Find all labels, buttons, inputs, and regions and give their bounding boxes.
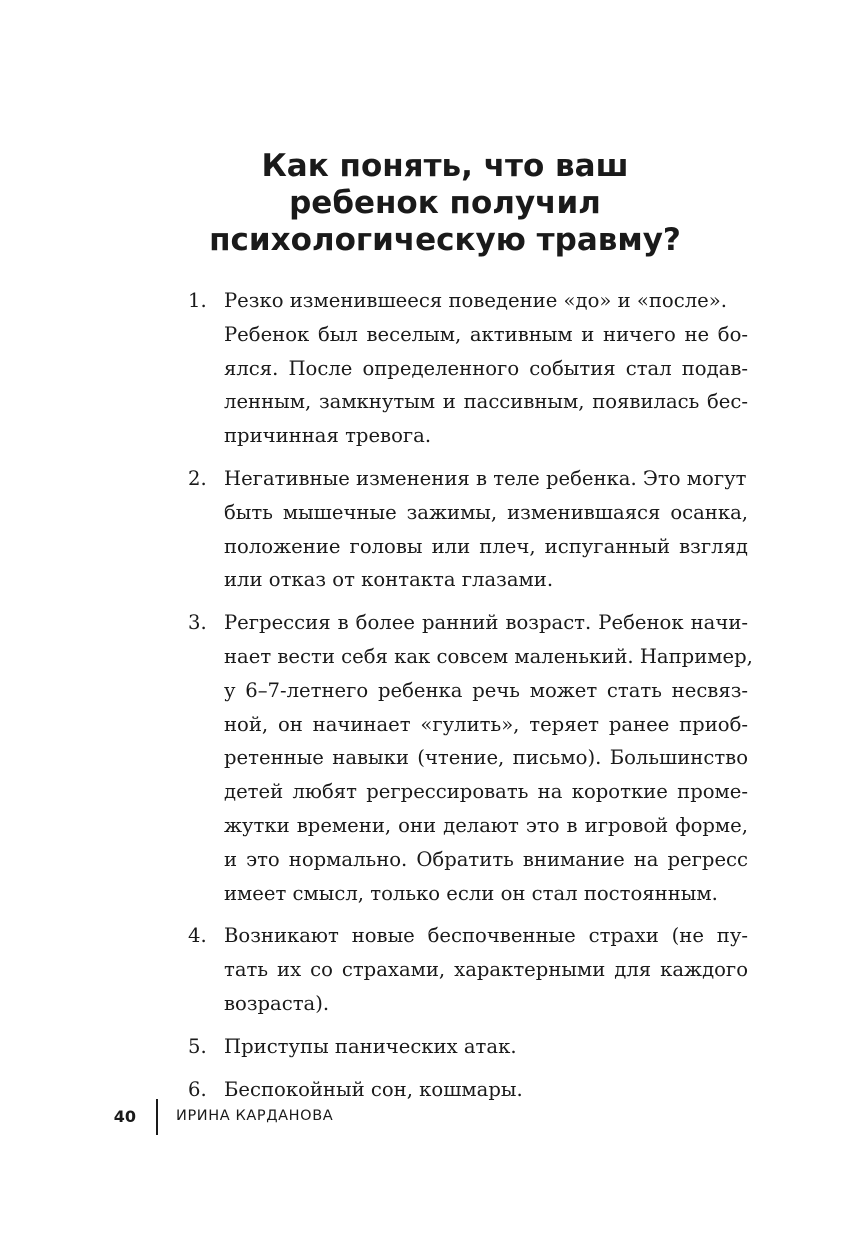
text-line: Регрессия в более ранний возраст. Ребенок начи- [224,611,748,635]
title-line: ребенок получил [289,185,601,221]
list-item [188,284,748,453]
page-title [180,148,710,259]
text-line: возраста). [224,991,330,1015]
list-item [188,462,748,597]
text-line: быть мышечные зажимы, изменившаяся осанка, [224,500,748,524]
list-item-number: 3. [188,611,207,635]
page-number: 40 [113,1107,136,1126]
text-line: жутки времени, они делают это в игровой форме, [224,813,748,837]
title-line: психологическую травму? [209,222,681,258]
text-line: Возникают новые беспочвенные страхи (не пу- [224,924,748,948]
footer-divider [156,1099,158,1135]
list-item [188,1030,748,1064]
text-line: имеет смысл, только если он стал постоянным. [224,881,718,905]
numbered-list [188,284,753,1115]
list-item-number: 6. [188,1077,207,1101]
text-line: нает вести себя как совсем маленький. Например, [224,644,753,668]
list-item [188,606,753,910]
list-item-number: 5. [188,1034,207,1058]
text-line: Ребенок был веселым, активным и ничего не бо- [224,322,748,346]
list-item [188,919,748,1020]
text-line: причинная тревога. [224,424,432,448]
text-line: Негативные изменения в теле ребенка. Это могут [224,466,747,490]
page-footer [0,1099,844,1139]
list-item-number: 2. [188,466,207,490]
text-line: детей любят регрессировать на короткие проме- [224,780,748,804]
text-line: ялся. После определенного события стал подав- [224,356,748,380]
title-line: Как понять, что ваш [261,148,629,184]
list-item-number: 4. [188,924,207,948]
text-line: у 6–7-летнего ребенка речь может стать несвяз- [224,678,748,702]
text-line: Беспокойный сон, кошмары. [224,1077,523,1101]
running-head-author: ИРИНА КАРДАНОВА [176,1108,334,1124]
text-line: Резко изменившееся поведение «до» и «после». [224,289,727,312]
list-item-number: 1. [188,289,207,312]
text-line: и это нормально. Обратить внимание на регресс [224,847,748,871]
text-line: ной, он начинает «гулить», теряет ранее приоб- [224,712,748,736]
text-line: тать их со страхами, характерными для каждого [224,958,748,982]
text-line: ленным, замкнутым и пассивным, появилась бес- [224,390,748,414]
text-line: ретенные навыки (чтение, письмо). Большинство [224,746,748,770]
text-line: Приступы панических атак. [224,1034,517,1058]
text-line: положение головы или плеч, испуганный взгляд [224,534,748,558]
text-line: или отказ от контакта глазами. [224,568,554,592]
